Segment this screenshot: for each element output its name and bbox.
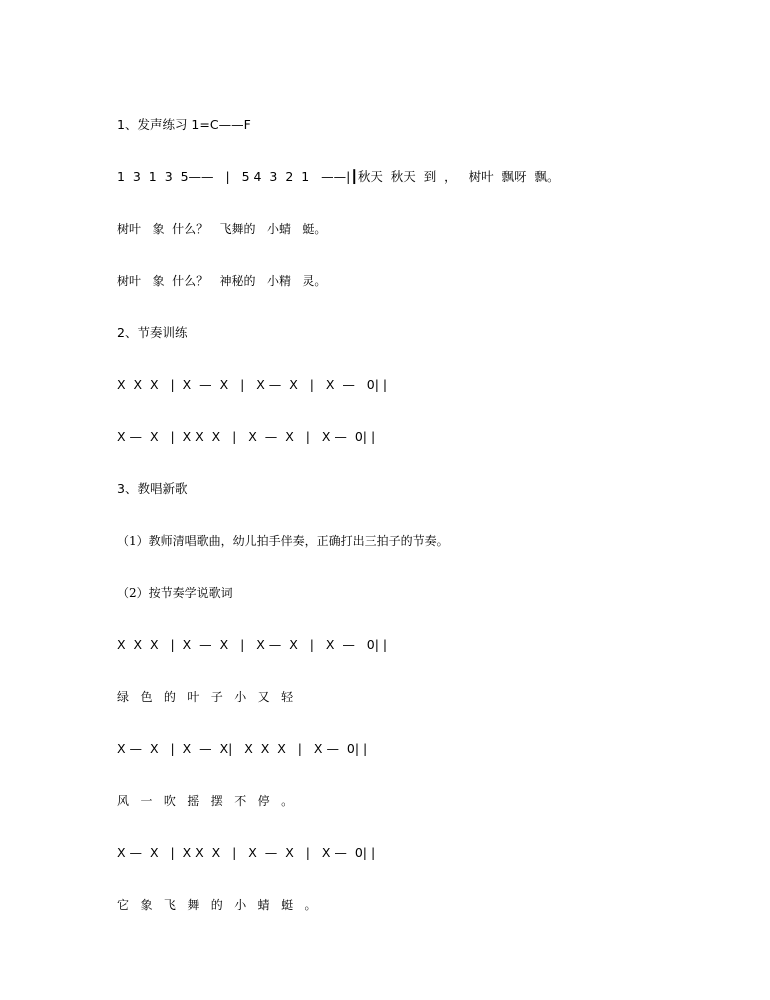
rhythm-pattern-line: X X X | X — X | X — X | X — 0| | [117,377,388,392]
vocal-exercise-line: 1 3 1 3 5—— | 5 4 3 2 1 ——|┃秋天 秋天 到 ， 树叶 飘呀 飘。 [117,169,560,184]
lyric-line: 树叶 象 什么？ 神秘的 小精 灵。 [117,274,327,288]
instruction-step: （2）按节奏学说歌词 [117,586,233,600]
lyric-line: 风 一 吹 摇 摆 不 停 。 [117,794,294,808]
rhythm-pattern-line: X — X | X X X | X — X | X — 0| | [117,845,376,860]
section-title-vocal-practice: 1、发声练习 1=C——F [117,117,251,132]
lyric-line: 树叶 象 什么？ 飞舞的 小蜻 蜓。 [117,222,327,236]
rhythm-pattern-line: X X X | X — X | X — X | X — 0| | [117,637,388,652]
section-title-rhythm-training: 2、节奏训练 [117,325,188,340]
lyric-line: 它 象 飞 舞 的 小 蜻 蜓 。 [117,898,317,912]
lyric-line: 绿 色 的 叶 子 小 又 轻 [117,690,294,704]
instruction-step: （1）教师清唱歌曲，幼儿拍手伴奏，正确打出三拍子的节奏。 [117,534,449,548]
rhythm-pattern-line: X — X | X — X| X X X | X — 0| | [117,741,368,756]
section-title-new-song: 3、教唱新歌 [117,481,188,496]
rhythm-pattern-line: X — X | X X X | X — X | X — 0| | [117,429,376,444]
